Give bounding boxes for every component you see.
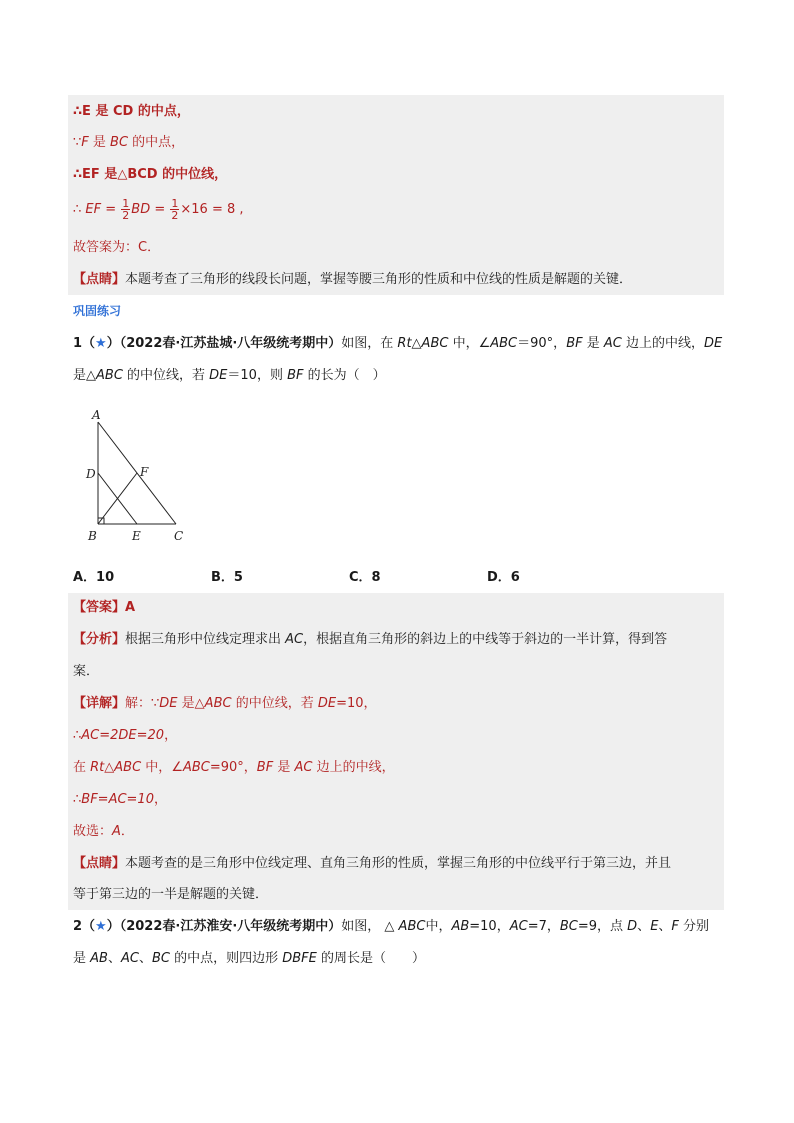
text: = [101,202,121,217]
section-title: 巩固练习 [73,304,122,318]
text: ∴ [73,202,86,217]
text: 的中位线，若 [231,696,318,711]
text: BC [559,919,578,934]
text: ABC [398,919,426,934]
text: 本题考查了三角形的线段长问题，掌握等腰三角形的性质和中位线的性质是解题的关键． [125,272,633,287]
detail-line-4 [73,789,167,811]
text: 在 [73,760,91,775]
step-line-2 [73,132,184,154]
text: =9，点 [577,919,628,934]
question-source: （2022春·江苏淮安·八年级统考期中） [119,919,342,934]
text: 的长为（ ） [303,368,386,383]
text: 中， [141,760,172,775]
text: BF [566,336,583,351]
text: DBFE [282,951,317,966]
text: Rt△ABC [90,760,142,775]
answer-line [73,597,135,619]
text: BC [110,135,129,150]
comment-line-1 [73,853,671,875]
label-a: A [92,408,101,422]
text: AC [603,336,622,351]
text: 中， [448,336,479,351]
label-b: B [88,529,97,543]
text: AB [90,951,108,966]
text: ∴ [73,792,82,807]
text: ） [106,919,120,934]
text: ． [120,824,134,839]
text: ， [164,728,178,743]
text: F [81,135,89,150]
text: 的中点，则四边形 [169,951,283,966]
text: =10， [336,696,377,711]
analysis-tag: 【分析】 [73,632,126,647]
numerator: 1 [122,197,130,210]
text: 分别 [678,919,710,934]
text: AC [294,760,313,775]
text: AC=2DE=20 [81,728,165,743]
text: AC [509,919,528,934]
text: D [627,919,638,934]
label-d: D [86,467,96,481]
text: 解：∵ [125,696,160,711]
comment-line [73,269,632,291]
step-line-4-formula [73,196,244,224]
question-1-line-2 [73,365,386,387]
text: 如图，在 [341,336,398,351]
detail-line-2 [73,725,177,747]
text: 是 [73,951,91,966]
text: BC [151,951,170,966]
text: △ABC [194,696,232,711]
text: 是 [273,760,295,775]
detail-line-1 [73,693,377,715]
option-c[interactable]: C．8 [349,570,381,585]
text: BF [256,760,274,775]
text: △ABC [86,368,123,383]
text: ∠ABC [478,336,518,351]
question-1-line-1 [73,333,722,355]
text: 中， [425,919,452,934]
text: 、 [658,919,672,934]
triangle-figure [80,402,200,547]
text: 是 [177,696,195,711]
text: ∠ABC [171,760,210,775]
text: 、 [138,951,152,966]
text: = [150,202,170,217]
text: 的周长是（ ） [316,951,425,966]
text: =10， [469,919,510,934]
question-number: 1（ [73,336,96,351]
text: ×16 = 8 , [180,202,244,217]
text: F [671,919,679,934]
denominator: 2 [122,209,130,222]
label-e: E [132,529,141,543]
star-icon: ★ [95,919,107,934]
fraction [121,198,130,221]
question-2-line-1 [73,916,709,938]
label-f: F [140,465,149,479]
text: =90°， [209,760,257,775]
text: =7， [527,919,560,934]
text: 、 [637,919,651,934]
text: 本题考查的是三角形中位线定理、直角三角形的性质，掌握三角形的中位线平行于第三边，并且 [125,856,672,871]
label-c: C [174,529,184,543]
solution-block-previous [68,95,724,295]
text: 边上的中线， [621,336,704,351]
text: A [112,824,121,839]
analysis-line-2: 案． [73,664,100,679]
step-line-3: ∴EF 是△BCD 的中位线， [73,167,228,182]
numerator: 1 [171,197,179,210]
option-a[interactable]: A．10 [73,570,115,585]
text: 是 [88,135,111,150]
text: 的中点， [128,135,185,150]
fraction [170,198,179,221]
text: 边上的中线， [312,760,395,775]
text: AC [285,632,304,647]
text: BD [131,202,151,217]
step-line-1: ∴E 是 CD 的中点， [73,104,190,119]
star-icon: ★ [95,336,107,351]
question-number: 2（ [73,919,96,934]
selection-line [73,821,134,843]
text: DE [209,368,228,383]
text: ＝90°， [517,336,567,351]
comment-line-2: 等于第三边的一半是解题的关键． [73,887,269,902]
text: DE [159,696,178,711]
option-d[interactable]: D．6 [487,570,520,585]
text: 是 [73,368,87,383]
answer-tag: 【答案】 [73,600,126,615]
answer-value: A [125,600,136,615]
text: ∵ [73,135,82,150]
option-b[interactable]: B．5 [211,570,243,585]
text: 故选： [73,824,113,839]
comment-tag: 【点睛】 [73,856,126,871]
text: 是 [582,336,604,351]
question-source: （2022春·江苏盐城·八年级统考期中） [119,336,342,351]
text: ∴ [73,728,82,743]
text: ＝10，则 [227,368,288,383]
answer-line: 故答案为：C． [73,240,161,255]
text: AB [451,919,470,934]
detail-line-3 [73,757,395,779]
analysis-line-1 [73,629,667,651]
text: 如图， △ [341,919,399,934]
comment-tag: 【点睛】 [73,272,126,287]
text: BF [287,368,304,383]
text: 、 [107,951,121,966]
text: BF=AC=10 [81,792,154,807]
text: DE [317,696,337,711]
text: EF [85,202,102,217]
text: Rt△ABC [397,336,449,351]
text: ） [106,336,120,351]
question-2-line-2 [73,948,425,970]
detail-tag: 【详解】 [73,696,126,711]
text: E [650,919,659,934]
text: ，根据直角三角形的斜边上的中线等于斜边的一半计算，得到答 [303,632,668,647]
text: DE [703,336,723,351]
denominator: 2 [171,209,179,222]
text: 根据三角形中位线定理求出 [125,632,286,647]
text: ， [153,792,167,807]
text: 的中位线，若 [122,368,210,383]
text: AC [120,951,139,966]
